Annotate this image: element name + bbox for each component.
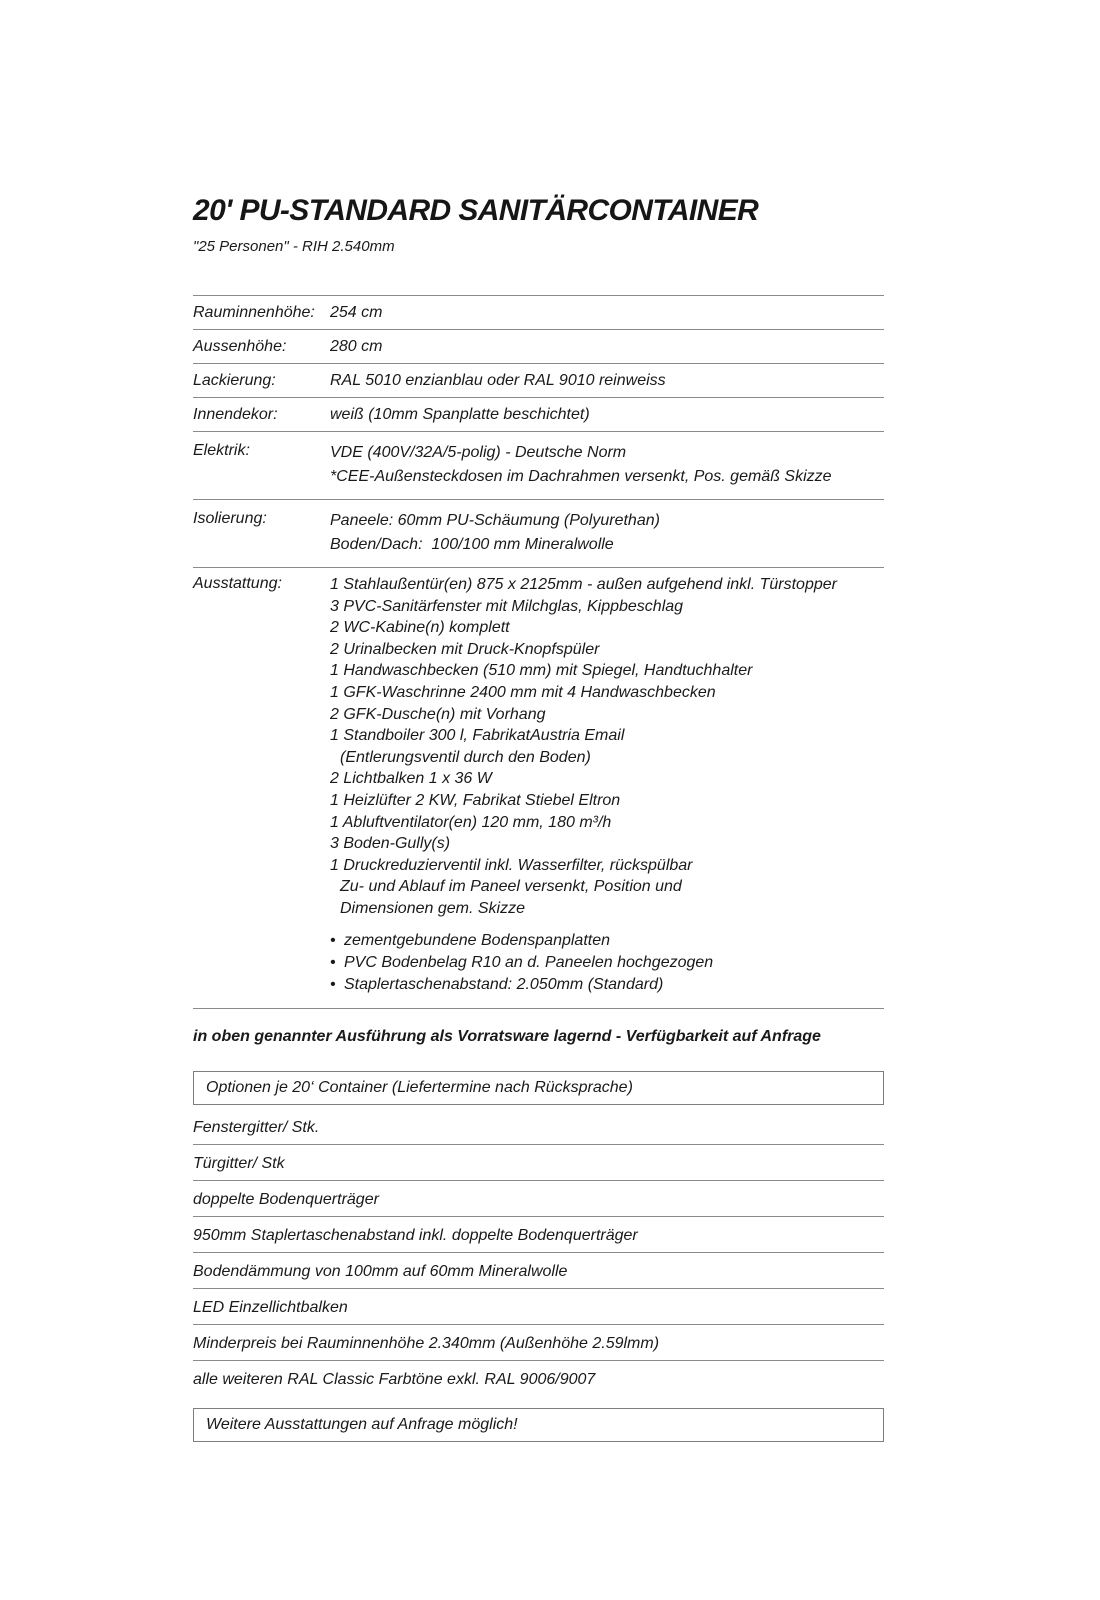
- option-item-bodenquertraeger: doppelte Bodenquerträger: [193, 1181, 884, 1217]
- equipment-bullet-list: [330, 930, 884, 996]
- option-item-minderpreis: Minderpreis bei Rauminnenhöhe 2.340mm (Außenhöhe 2.59lmm): [193, 1325, 884, 1361]
- bullet-text: PVC Bodenbelag R10 an d. Paneelen hochgezogen: [344, 953, 714, 971]
- equipment-line: 3 Boden-Gully(s): [330, 835, 451, 853]
- options-header-box: [193, 1071, 884, 1105]
- option-item-fenstergitter: Fenstergitter/ Stk.: [193, 1109, 884, 1145]
- spec-line: weiß (10mm Spanplatte beschichtet): [330, 406, 590, 423]
- availability-note: in oben genannter Ausführung als Vorratsware lagernd - Verfügbarkeit auf Anfrage: [193, 1027, 821, 1045]
- spec-value: [330, 371, 884, 391]
- spec-line: 254 cm: [330, 304, 383, 321]
- spec-row-isolierung: [193, 499, 884, 567]
- page-title: 20' PU-STANDARD SANITÄRCONTAINER: [193, 194, 759, 227]
- equipment-line: 3 PVC-Sanitärfenster mit Milchglas, Kippbeschlag: [330, 597, 684, 615]
- option-item-tuergitter: Türgitter/ Stk: [193, 1145, 884, 1181]
- equipment-line: 1 Heizlüfter 2 KW, Fabrikat Stiebel Eltron: [330, 791, 621, 809]
- spec-table: [193, 295, 884, 1009]
- spec-value: [330, 337, 884, 357]
- options-header: Optionen je 20‘ Container (Liefertermine nach Rücksprache): [206, 1078, 633, 1096]
- bullet-marker: •: [330, 931, 336, 949]
- spec-label: Lackierung:: [193, 372, 276, 389]
- equipment-line: 1 Handwaschbecken (510 mm) mit Spiegel, Handtuchhalter: [330, 662, 753, 680]
- document-page: [193, 0, 884, 1442]
- equipment-line: 2 Urinalbecken mit Druck-Knopfspüler: [330, 640, 600, 658]
- equipment-line-continued: (Entlerungsventil durch den Boden): [340, 748, 591, 766]
- spec-line: Paneele: 60mm PU-Schäumung (Polyurethan): [330, 512, 660, 529]
- spec-label: Rauminnenhöhe:: [193, 304, 315, 321]
- equipment-line: 1 Druckreduzierventil inkl. Wasserfilter, rückspülbar: [330, 856, 693, 874]
- footer-note-box: [193, 1408, 884, 1442]
- equipment-line: 1 GFK-Waschrinne 2400 mm mit 4 Handwaschbecken: [330, 683, 716, 701]
- option-item-ral-farbtoene: alle weiteren RAL Classic Farbtöne exkl. RAL 9006/9007: [193, 1370, 596, 1388]
- spec-line: Boden/Dach: 100/100 mm Mineralwolle: [330, 536, 614, 553]
- options-list: [193, 1109, 884, 1396]
- spec-value: [330, 574, 884, 996]
- spec-row-rauminnenhoehe: [193, 295, 884, 329]
- bullet-item: [330, 930, 884, 952]
- equipment-line: 1 Abluftventilator(en) 120 mm, 180 m³/h: [330, 813, 612, 831]
- spec-value: [330, 303, 884, 323]
- spec-value: [330, 405, 884, 425]
- option-item-bodendaemmung: Bodendämmung von 100mm auf 60mm Mineralwolle: [193, 1253, 884, 1289]
- spec-label: Isolierung:: [193, 510, 267, 527]
- equipment-line: 1 Stahlaußentür(en) 875 x 2125mm - außen aufgehend inkl. Türstopper: [330, 576, 837, 593]
- bullet-text: Staplertaschenabstand: 2.050mm (Standard): [344, 975, 664, 993]
- spec-row-ausstattung: [193, 567, 884, 1008]
- bullet-text: zementgebundene Bodenspanplatten: [344, 931, 610, 949]
- bullet-item: [330, 974, 884, 996]
- footer-note: Weitere Ausstattungen auf Anfrage möglich!: [206, 1415, 518, 1433]
- bullet-marker: •: [330, 953, 336, 971]
- spec-label: Innendekor:: [193, 406, 278, 423]
- bullet-item: [330, 952, 884, 974]
- spec-line: VDE (400V/32A/5-polig) - Deutsche Norm: [330, 444, 627, 461]
- spec-line: 280 cm: [330, 338, 383, 355]
- spec-row-lackierung: [193, 363, 884, 397]
- equipment-line: 2 WC-Kabine(n) komplett: [330, 619, 510, 637]
- spec-label: Aussenhöhe:: [193, 338, 287, 355]
- spec-label: Elektrik:: [193, 442, 250, 459]
- spec-value: [330, 509, 884, 557]
- equipment-line: 1 Standboiler 300 l, FabrikatAustria Email: [330, 727, 625, 745]
- option-item-led-lichtbalken: LED Einzellichtbalken: [193, 1289, 884, 1325]
- spec-row-aussenhoehe: [193, 329, 884, 363]
- spec-label: Ausstattung:: [193, 575, 282, 592]
- equipment-line-continued: Zu- und Ablauf im Paneel versenkt, Position und: [340, 878, 682, 896]
- spec-line: *CEE-Außensteckdosen im Dachrahmen versenkt, Pos. gemäß Skizze: [330, 468, 832, 485]
- spec-row-elektrik: [193, 431, 884, 499]
- spec-line: RAL 5010 enzianblau oder RAL 9010 reinweiss: [330, 372, 666, 389]
- page-subtitle: "25 Personen" - RIH 2.540mm: [193, 238, 395, 255]
- equipment-line: 2 Lichtbalken 1 x 36 W: [330, 770, 492, 788]
- equipment-line-continued: Dimensionen gem. Skizze: [340, 899, 525, 917]
- bullet-marker: •: [330, 975, 336, 993]
- spec-value: [330, 441, 884, 489]
- option-item-staplertaschenabstand: 950mm Staplertaschenabstand inkl. doppelte Bodenquerträger: [193, 1217, 884, 1253]
- spec-row-innendekor: [193, 397, 884, 431]
- equipment-line: 2 GFK-Dusche(n) mit Vorhang: [330, 705, 546, 723]
